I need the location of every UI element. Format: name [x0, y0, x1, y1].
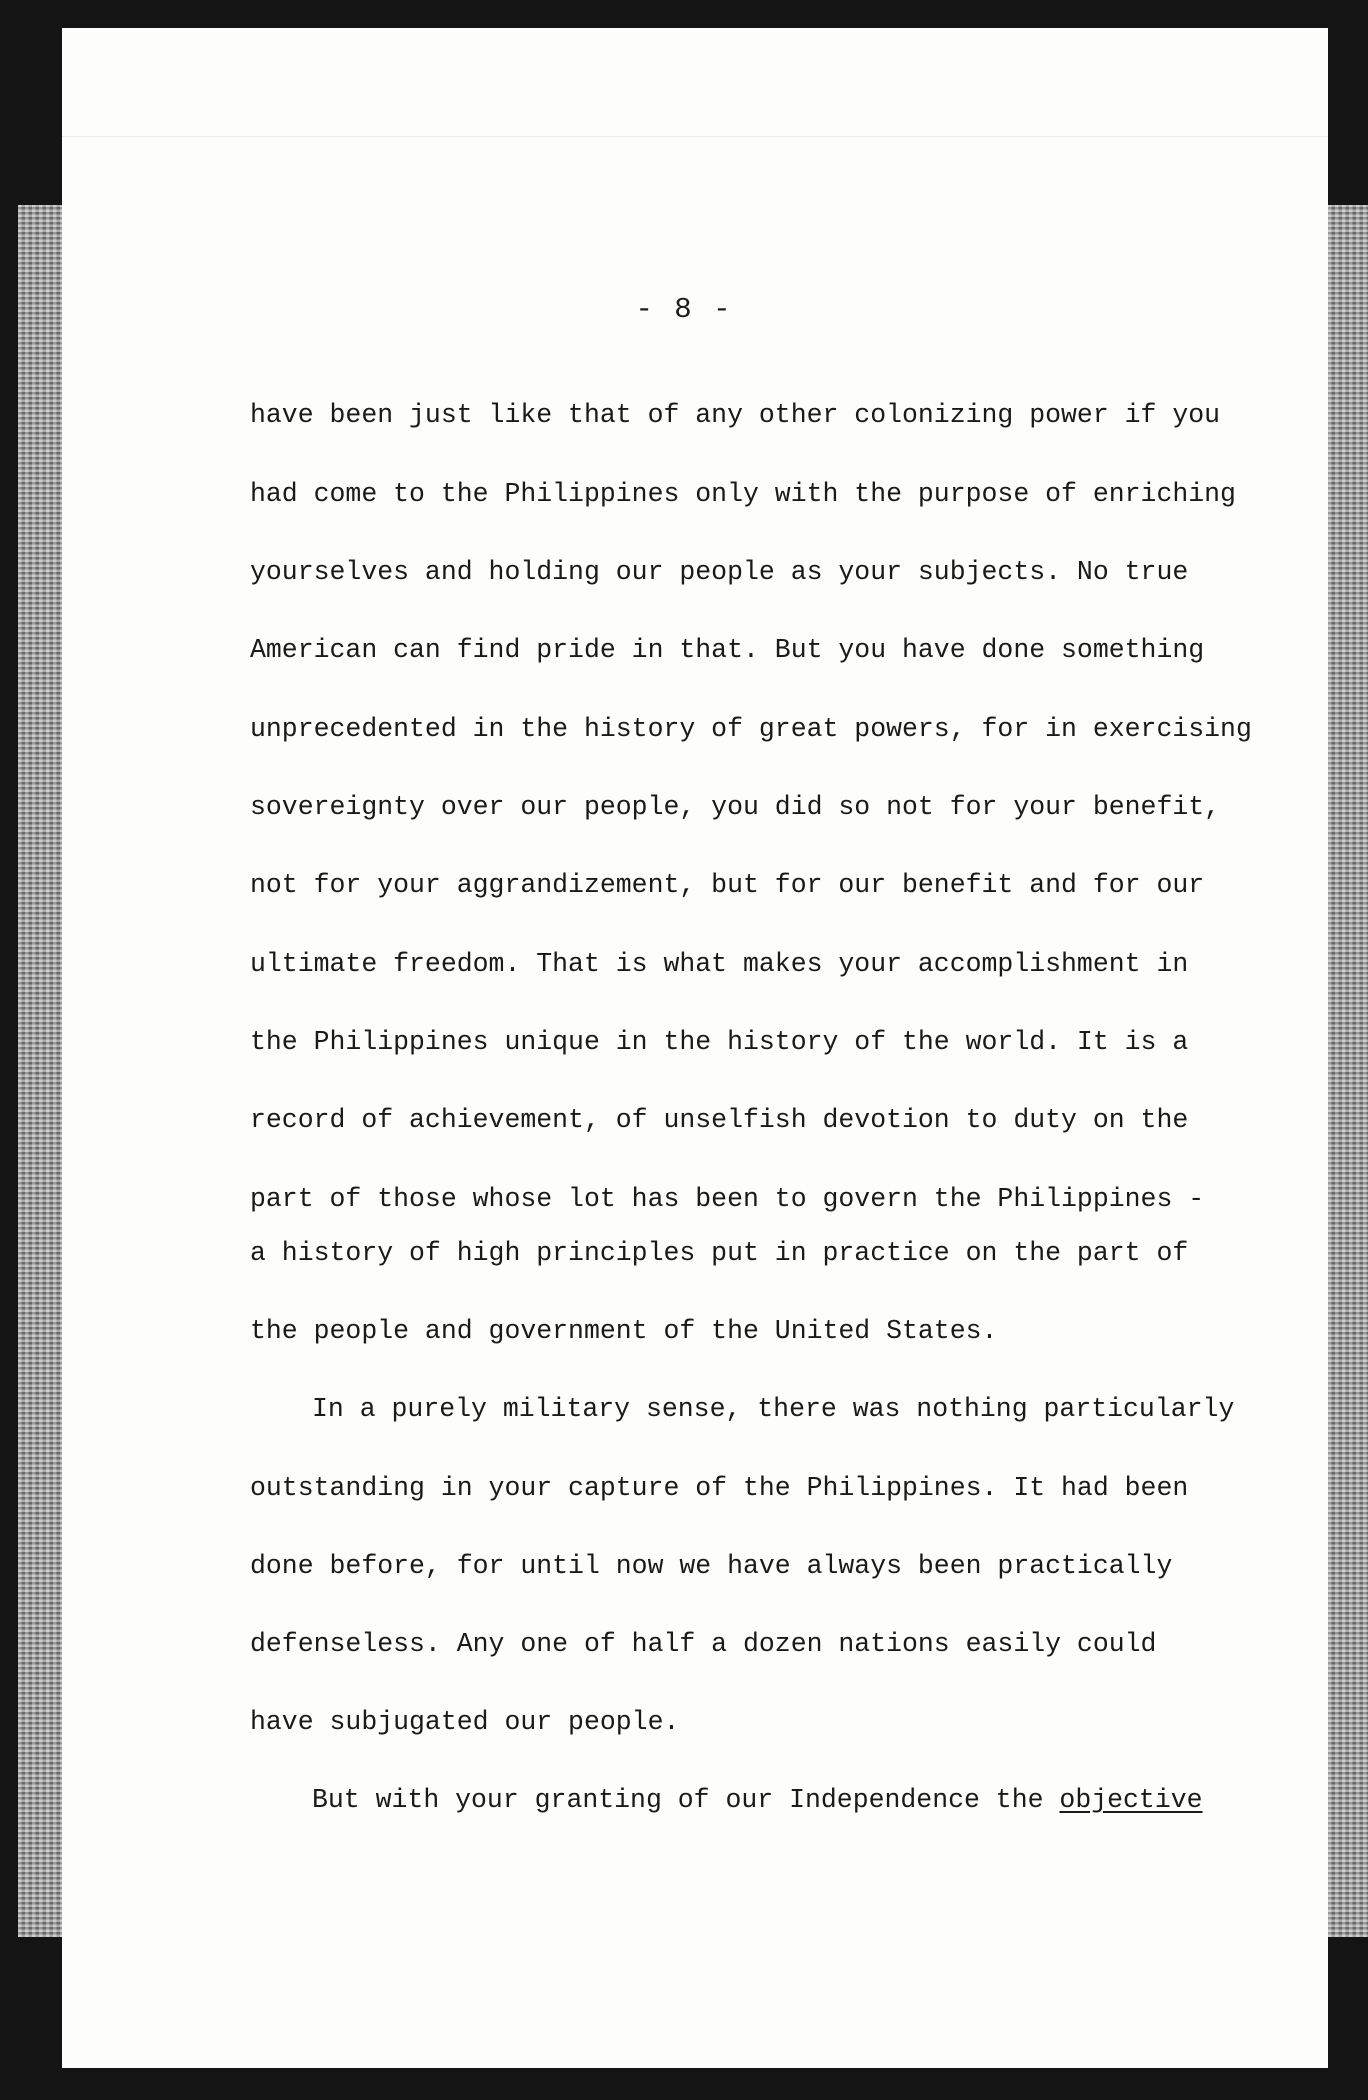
underlined-word: objective — [1059, 1785, 1203, 1815]
paragraph-1-line-6: sovereignty over our people, you did so not for your benefit, — [250, 792, 1221, 822]
page-number: - 8 - — [635, 293, 733, 326]
paragraph-2-line-5: have subjugated our people. — [250, 1707, 680, 1737]
paragraph-2-line-2: outstanding in your capture of the Philippines. It had been — [250, 1473, 1189, 1503]
paragraph-1-line-5: unprecedented in the history of great powers, for in exercising — [250, 714, 1252, 744]
paragraph-2-line-1: In a purely military sense, there was nothing particularly — [312, 1394, 1235, 1424]
paragraph-3-line-1 — [312, 1783, 1203, 1817]
paragraph-1-line-8: ultimate freedom. That is what makes your accomplishment in — [250, 949, 1189, 979]
paragraph-1-line-7: not for your aggrandizement, but for our benefit and for our — [250, 870, 1205, 900]
paragraph-2-line-4: defenseless. Any one of half a dozen nations easily could — [250, 1629, 1157, 1659]
scan-edge-right — [1328, 205, 1368, 1937]
paragraph-3-text: But with your granting of our Independence the — [312, 1785, 1060, 1815]
paragraph-1-line-9: the Philippines unique in the history of the world. It is a — [250, 1027, 1189, 1057]
scan-edge-left — [18, 205, 64, 1937]
paragraph-1-line-11: part of those whose lot has been to govern the Philippines - — [250, 1184, 1205, 1214]
page-fold-line — [62, 136, 1328, 137]
paragraph-1-line-10: record of achievement, of unselfish devotion to duty on the — [250, 1105, 1189, 1135]
paragraph-1-line-2: had come to the Philippines only with the purpose of enriching — [250, 479, 1236, 509]
paragraph-2-line-3: done before, for until now we have always been practically — [250, 1551, 1173, 1581]
paragraph-1-line-1: have been just like that of any other colonizing power if you — [250, 400, 1221, 430]
paragraph-1-line-12: a history of high principles put in practice on the part of — [250, 1238, 1189, 1268]
paragraph-1-line-3: yourselves and holding our people as your subjects. No true — [250, 557, 1189, 587]
paragraph-1-line-4: American can find pride in that. But you have done something — [250, 635, 1205, 665]
paragraph-1-line-13: the people and government of the United States. — [250, 1316, 998, 1346]
